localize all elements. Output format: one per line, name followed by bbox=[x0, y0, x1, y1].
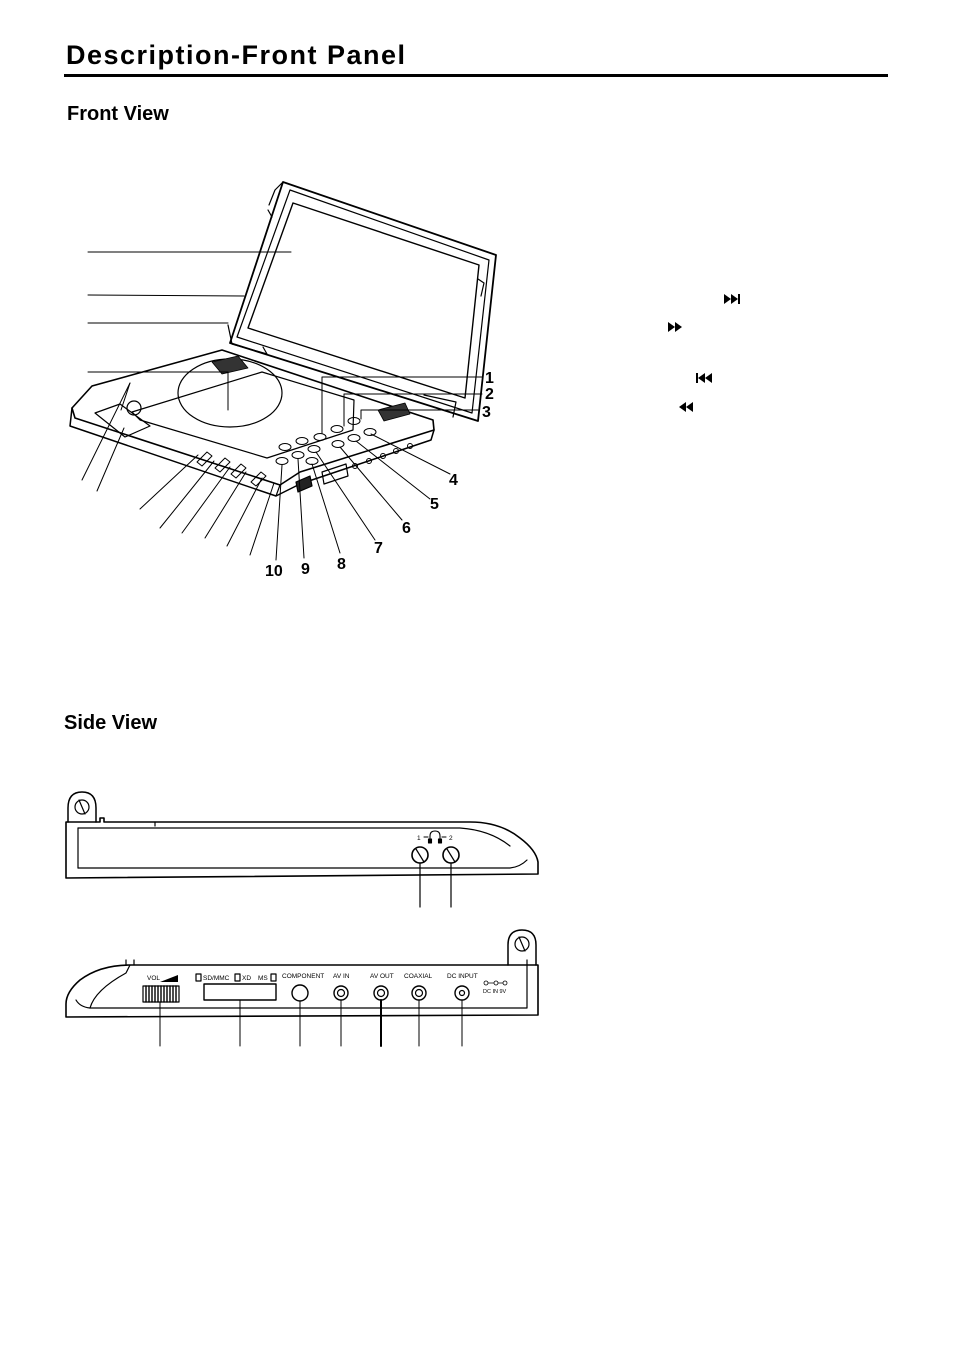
callout-8: 8 bbox=[337, 556, 346, 573]
side-view-heading: Side View bbox=[64, 712, 158, 734]
av-in-label: AV IN bbox=[333, 973, 350, 980]
rewind-icon bbox=[679, 402, 693, 412]
side-view-bottom bbox=[66, 930, 538, 1046]
dc-input-label: DC INPUT bbox=[447, 973, 478, 980]
skip-previous-icon bbox=[696, 373, 712, 383]
dc-rating-label: DC IN 9V bbox=[483, 989, 507, 995]
front-view-illustration bbox=[70, 182, 496, 496]
av-out-port bbox=[374, 986, 388, 1000]
control-buttons bbox=[276, 418, 376, 465]
fast-forward-icon bbox=[668, 322, 682, 332]
callout-4: 4 bbox=[449, 472, 458, 489]
callout-3: 3 bbox=[482, 404, 491, 421]
skip-next-icon bbox=[724, 294, 740, 304]
headphone-label-1: 1 bbox=[417, 835, 421, 842]
lcd-screen bbox=[248, 203, 479, 398]
speaker-grille-right bbox=[378, 403, 410, 421]
ms-label: MS bbox=[258, 975, 268, 982]
callout-10: 10 bbox=[265, 563, 283, 580]
callout-7: 7 bbox=[374, 540, 383, 557]
component-label: COMPONENT bbox=[282, 973, 325, 980]
xd-label: XD bbox=[242, 975, 252, 982]
headphone-label-2: 2 bbox=[449, 835, 453, 842]
callout-6: 6 bbox=[402, 520, 411, 537]
vol-label: VOL bbox=[147, 975, 161, 982]
component-port bbox=[292, 985, 308, 1001]
coaxial-label: COAXIAL bbox=[404, 973, 433, 980]
page-title: Description-Front Panel bbox=[66, 40, 407, 70]
side-view-top bbox=[66, 792, 538, 907]
dc-polarity-icon bbox=[484, 981, 507, 985]
dc-input-port bbox=[455, 986, 469, 1000]
callout-1: 1 bbox=[485, 370, 494, 387]
volume-wheel bbox=[143, 986, 179, 1002]
card-slot bbox=[204, 984, 276, 1000]
av-out-label: AV OUT bbox=[370, 973, 394, 980]
sd-mmc-label: SD/MMC bbox=[203, 975, 230, 982]
headphone-icon bbox=[424, 831, 446, 843]
callout-9: 9 bbox=[301, 561, 310, 578]
coaxial-port bbox=[412, 986, 426, 1000]
callout-5: 5 bbox=[430, 496, 439, 513]
front-numbered-leaders bbox=[276, 377, 482, 560]
callout-2: 2 bbox=[485, 386, 494, 403]
speaker-grille-left bbox=[212, 356, 248, 374]
av-in-port bbox=[334, 986, 348, 1000]
front-view-heading: Front View bbox=[67, 103, 169, 125]
